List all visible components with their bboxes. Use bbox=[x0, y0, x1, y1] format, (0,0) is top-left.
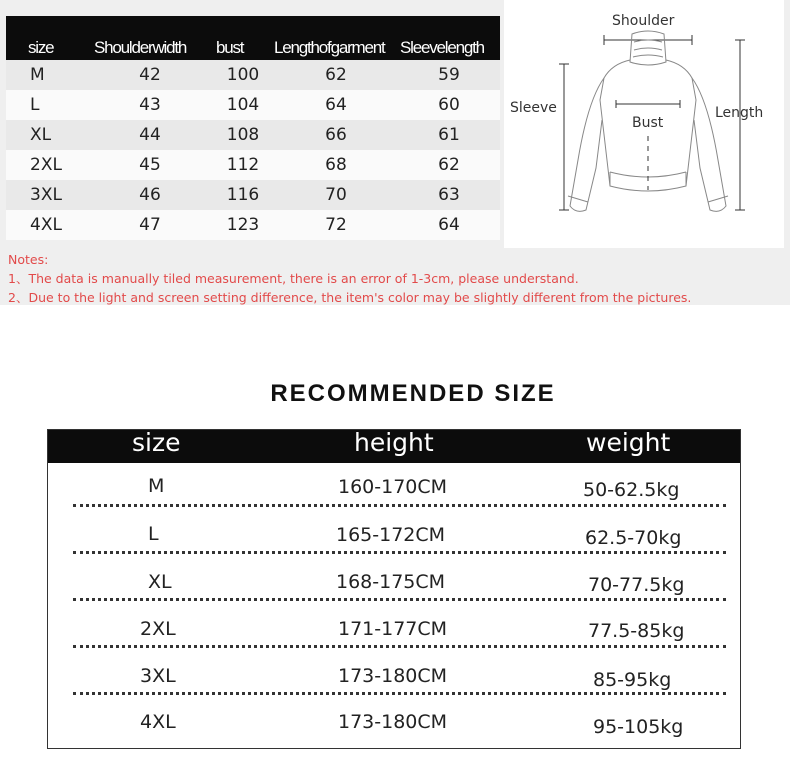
size-chart-table bbox=[6, 16, 500, 240]
cell-size: 3XL bbox=[30, 185, 62, 205]
cell-bust: 123 bbox=[226, 215, 260, 235]
rec-cell-weight: 85-95kg bbox=[593, 669, 672, 691]
rec-cell-size: M bbox=[148, 475, 165, 497]
rec-cell-height: 173-180CM bbox=[338, 665, 448, 687]
cell-bust: 116 bbox=[226, 185, 260, 205]
header-size: size bbox=[28, 38, 54, 57]
cell-shoulder: 47 bbox=[139, 215, 161, 235]
header-bust: bust bbox=[216, 38, 244, 57]
cell-shoulder: 46 bbox=[139, 185, 161, 205]
rec-cell-size: L bbox=[148, 523, 159, 545]
table-row bbox=[48, 557, 740, 604]
recommended-header bbox=[48, 430, 740, 463]
rec-cell-size: 3XL bbox=[140, 665, 176, 687]
size-chart-rows bbox=[6, 60, 500, 240]
rec-header-weight: weight bbox=[586, 428, 671, 457]
cell-size: 4XL bbox=[30, 215, 62, 235]
size-chart-panel bbox=[0, 0, 790, 305]
cell-sleeve: 59 bbox=[438, 65, 460, 85]
cell-bust: 108 bbox=[226, 125, 260, 145]
rec-cell-weight: 50-62.5kg bbox=[583, 479, 680, 501]
rec-cell-height: 165-172CM bbox=[336, 524, 446, 546]
rec-cell-height: 168-175CM bbox=[336, 571, 446, 593]
notes bbox=[8, 250, 691, 307]
header-length: Lengthofgarment bbox=[274, 38, 385, 57]
table-row bbox=[6, 150, 500, 180]
cell-size: M bbox=[30, 65, 45, 85]
cell-size: L bbox=[30, 95, 40, 115]
table-row bbox=[6, 120, 500, 150]
row-divider bbox=[73, 692, 726, 695]
table-row bbox=[48, 510, 740, 557]
rec-cell-height: 171-177CM bbox=[338, 618, 448, 640]
cell-shoulder: 43 bbox=[139, 95, 161, 115]
cell-sleeve: 64 bbox=[438, 215, 460, 235]
shoulder-label: Shoulder bbox=[612, 13, 675, 29]
cell-length: 66 bbox=[325, 125, 347, 145]
cell-sleeve: 60 bbox=[438, 95, 460, 115]
cell-length: 64 bbox=[325, 95, 347, 115]
length-label: Length bbox=[715, 105, 764, 121]
table-row bbox=[6, 90, 500, 120]
table-row bbox=[48, 651, 740, 698]
cell-length: 68 bbox=[325, 155, 347, 175]
table-row bbox=[48, 463, 740, 510]
cell-shoulder: 44 bbox=[139, 125, 161, 145]
rec-cell-height: 160-170CM bbox=[338, 476, 448, 498]
header-sleeve-length: Sleevelength bbox=[400, 38, 484, 57]
header-shoulder-width: Shoulderwidth bbox=[94, 38, 187, 57]
cell-size: XL bbox=[30, 125, 52, 145]
recommended-size-title: RECOMMENDED SIZE bbox=[270, 380, 556, 407]
table-row bbox=[48, 604, 740, 651]
rec-cell-weight: 77.5-85kg bbox=[588, 620, 685, 642]
row-divider bbox=[73, 551, 726, 554]
cell-bust: 100 bbox=[226, 65, 260, 85]
cell-bust: 104 bbox=[226, 95, 260, 115]
table-row bbox=[48, 698, 740, 745]
cell-sleeve: 61 bbox=[438, 125, 460, 145]
cell-shoulder: 42 bbox=[139, 65, 161, 85]
row-divider bbox=[73, 645, 726, 648]
cell-sleeve: 63 bbox=[438, 185, 460, 205]
rec-cell-weight: 62.5-70kg bbox=[585, 527, 682, 549]
row-divider bbox=[73, 504, 726, 507]
cell-length: 70 bbox=[325, 185, 347, 205]
rec-header-size: size bbox=[132, 428, 181, 457]
cell-length: 72 bbox=[325, 215, 347, 235]
cell-bust: 112 bbox=[226, 155, 260, 175]
cell-size: 2XL bbox=[30, 155, 62, 175]
recommended-size-table bbox=[47, 429, 741, 749]
sleeve-label: Sleeve bbox=[510, 100, 557, 116]
rec-cell-weight: 95-105kg bbox=[593, 716, 684, 738]
rec-cell-weight: 70-77.5kg bbox=[588, 574, 685, 596]
bust-label: Bust bbox=[632, 115, 664, 131]
table-row bbox=[6, 210, 500, 240]
table-row bbox=[6, 180, 500, 210]
cell-shoulder: 45 bbox=[139, 155, 161, 175]
notes-line-1: 1、The data is manually tiled measurement, there is an error of 1-3cm, please understand. bbox=[8, 271, 579, 286]
notes-line-2: 2、Due to the light and screen setting difference, the item's color may be slightly different from the pictures. bbox=[8, 290, 692, 305]
size-chart-header bbox=[6, 16, 500, 60]
rec-cell-size: 2XL bbox=[140, 618, 176, 640]
rec-cell-height: 173-180CM bbox=[338, 711, 448, 733]
measurement-diagram bbox=[504, 0, 784, 248]
cell-length: 62 bbox=[325, 65, 347, 85]
rec-cell-size: 4XL bbox=[140, 711, 176, 733]
notes-title: Notes: bbox=[8, 252, 49, 267]
rec-cell-size: XL bbox=[148, 571, 172, 593]
cell-sleeve: 62 bbox=[438, 155, 460, 175]
row-divider bbox=[73, 598, 726, 601]
table-row bbox=[6, 60, 500, 90]
rec-header-height: height bbox=[354, 428, 434, 457]
